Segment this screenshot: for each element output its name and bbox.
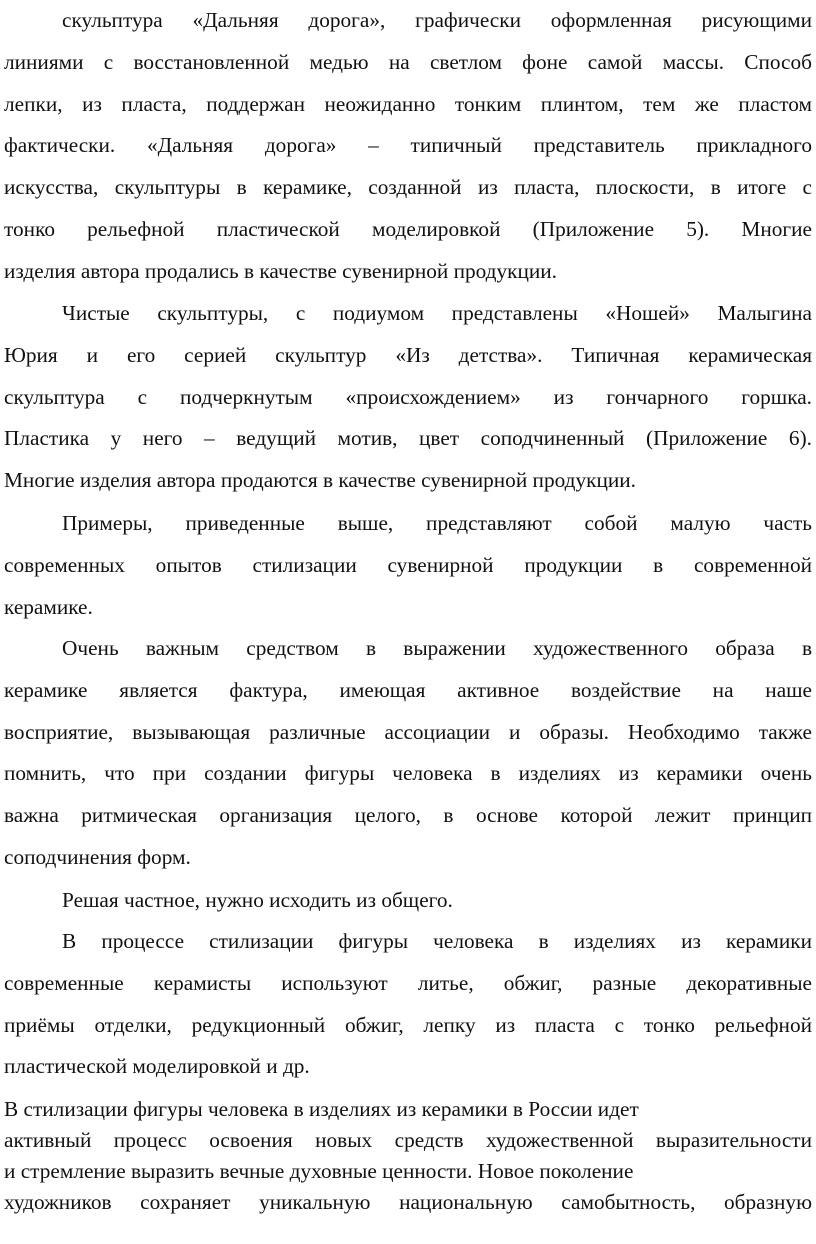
text-line: пластической моделировкой и др. <box>4 1054 310 1079</box>
text-line: Чистые скульптуры, с подиумом представлены «Ношей» Малыгина <box>62 301 812 325</box>
text-line: искусства, скульптуры в керамике, созданной из пласта, плоскости, в итоге с <box>4 175 812 200</box>
text-line: Пластика у него – ведущий мотив, цвет соподчиненный (Приложение 6). <box>4 426 812 451</box>
text-line: В процессе стилизации фигуры человека в изделиях из керамики <box>62 929 812 953</box>
text-line: скульптура «Дальняя дорога», графически оформленная рисующими <box>62 8 812 32</box>
text-line: важна ритмическая организация целого, в основе которой лежит принцип <box>4 803 812 828</box>
text-line: и стремление выразить вечные духовные ценности. Новое поколение <box>4 1159 634 1183</box>
text-line: лепки, из пласта, поддержан неожиданно тонким плинтом, тем же пластом <box>4 91 812 116</box>
text-line: помнить, что при создании фигуры человека в изделиях из керамики очень <box>4 761 812 786</box>
text-line: современных опытов стилизации сувенирной продукции в современной <box>4 552 812 577</box>
paragraph-6 <box>4 921 812 1088</box>
text-line: керамике является фактура, имеющая активное воздействие на наше <box>4 677 812 702</box>
text-line: активный процесс освоения новых средств художественной выразительности <box>4 1128 812 1152</box>
paragraph-5 <box>4 880 812 922</box>
text-line: Многие изделия автора продаются в качестве сувенирной продукции. <box>4 468 636 493</box>
text-line: фактически. «Дальняя дорога» – типичный представитель прикладного <box>4 133 812 158</box>
paragraph-2 <box>4 293 812 502</box>
paragraph-1 <box>4 0 812 293</box>
text-line: восприятие, вызывающая различные ассоциации и образы. Необходимо также <box>4 719 812 744</box>
paragraph-4 <box>4 628 812 879</box>
paragraph-7 <box>4 1094 812 1218</box>
text-line: В стилизации фигуры человека в изделиях из керамики в России идет <box>4 1097 639 1121</box>
text-line: Юрия и его серией скульптур «Из детства». Типичная керамическая <box>4 342 812 367</box>
text-line: художников сохраняет уникальную национальную самобытность, образную <box>4 1190 812 1214</box>
text-line: Очень важным средством в выражении художественного образа в <box>62 636 812 660</box>
text-line: линиями с восстановленной медью на светлом фоне самой массы. Способ <box>4 49 812 74</box>
text-line: Примеры, приведенные выше, представляют собой малую часть <box>62 511 812 535</box>
text-line: керамике. <box>4 594 93 619</box>
text-line: соподчинения форм. <box>4 844 191 869</box>
text-line: современные керамисты используют литье, обжиг, разные декоративные <box>4 970 812 995</box>
text-line: приёмы отделки, редукционный обжиг, лепку из пласта с тонко рельефной <box>4 1012 812 1037</box>
text-line: Решая частное, нужно исходить из общего. <box>62 888 453 912</box>
text-line: изделия автора продались в качестве сувенирной продукции. <box>4 258 558 283</box>
paragraph-3 <box>4 503 812 628</box>
text-line: скульптура с подчеркнутым «происхождением» из гончарного горшка. <box>4 384 812 409</box>
text-line: тонко рельефной пластической моделировкой (Приложение 5). Многие <box>4 216 812 241</box>
